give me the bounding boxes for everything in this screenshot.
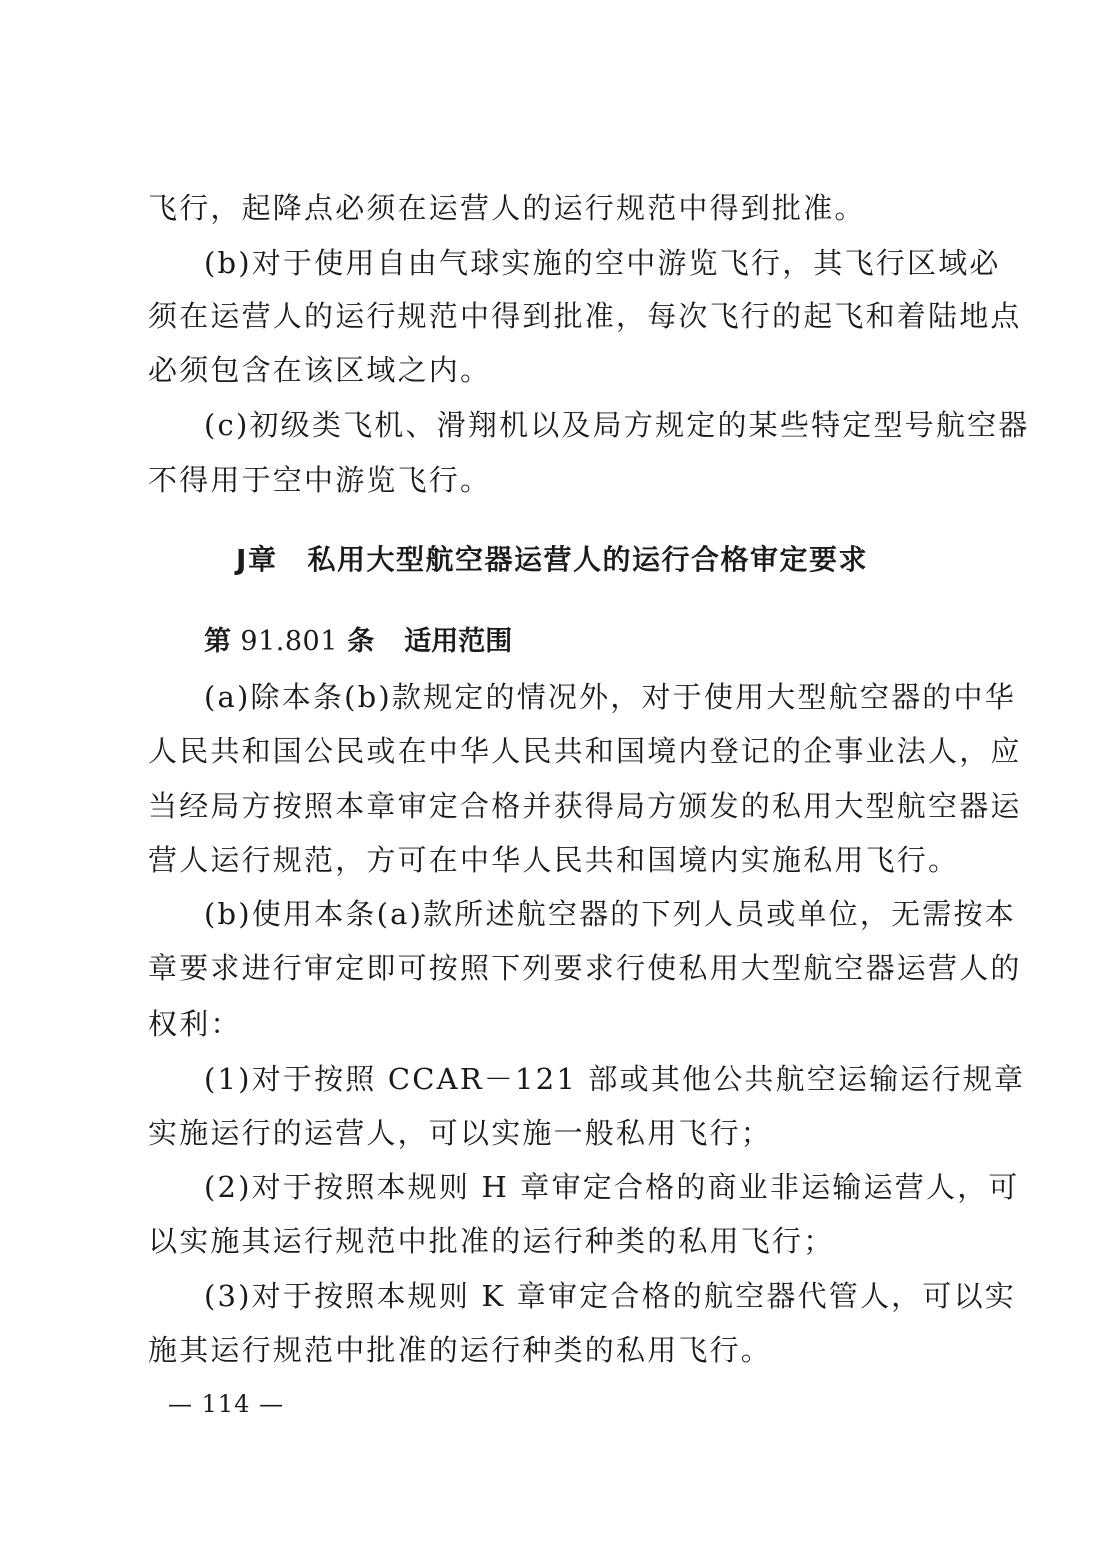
paragraph-line: 人民共和国公民或在中华人民共和国境内登记的企事业法人，应 bbox=[148, 734, 1022, 768]
article-suffix: 条 bbox=[347, 626, 375, 657]
chapter-title: 私用大型航空器运营人的运行合格审定要求 bbox=[307, 543, 868, 576]
article-number: 91.801 bbox=[240, 626, 338, 657]
paragraph-line: 飞行，起降点必须在运营人的运行规范中得到批准。 bbox=[148, 191, 866, 225]
paragraph-line: 不得用于空中游览飞行。 bbox=[148, 463, 492, 497]
paragraph-line: 权利： bbox=[148, 1007, 242, 1041]
article-prefix: 第 bbox=[204, 626, 231, 657]
paragraph-line: 当经局方按照本章审定合格并获得局方颁发的私用大型航空器运 bbox=[148, 789, 1022, 823]
paragraph-line: 施其运行规范中批准的运行种类的私用飞行。 bbox=[148, 1333, 773, 1367]
page-number: — 114 — bbox=[168, 1390, 285, 1418]
paragraph-line: (a)除本条(b)款规定的情况外，对于使用大型航空器的中华 bbox=[204, 680, 1016, 714]
paragraph-line: 营人运行规范，方可在中华人民共和国境内实施私用飞行。 bbox=[148, 843, 960, 877]
paragraph-line: 章要求进行审定即可按照下列要求行使私用大型航空器运营人的 bbox=[148, 951, 1022, 985]
paragraph-line: (2)对于按照本规则 H 章审定合格的商业非运输运营人，可 bbox=[204, 1170, 1020, 1204]
paragraph-line: 须在运营人的运行规范中得到批准，每次飞行的起飞和着陆地点 bbox=[148, 299, 1022, 333]
paragraph-line: (c)初级类飞机、滑翔机以及局方规定的某些特定型号航空器 bbox=[204, 408, 1030, 442]
paragraph-line: 实施运行的运营人，可以实施一般私用飞行； bbox=[148, 1116, 773, 1150]
paragraph-line: (3)对于按照本规则 K 章审定合格的航空器代管人，可以实 bbox=[204, 1279, 1016, 1313]
paragraph-line: 以实施其运行规范中批准的运行种类的私用飞行； bbox=[148, 1224, 835, 1258]
article-title: 适用范围 bbox=[404, 626, 513, 657]
chapter-heading bbox=[148, 540, 956, 580]
paragraph-line: 必须包含在该区域之内。 bbox=[148, 353, 492, 387]
paragraph-line: (b)使用本条(a)款所述航空器的下列人员或单位，无需按本 bbox=[204, 897, 1016, 931]
chapter-label: J章 bbox=[236, 543, 278, 576]
article-heading bbox=[204, 622, 512, 662]
paragraph-line: (1)对于按照 CCAR－121 部或其他公共航空运输运行规章 bbox=[204, 1062, 1026, 1096]
paragraph-line: (b)对于使用自由气球实施的空中游览飞行，其飞行区域必 bbox=[204, 246, 1001, 280]
